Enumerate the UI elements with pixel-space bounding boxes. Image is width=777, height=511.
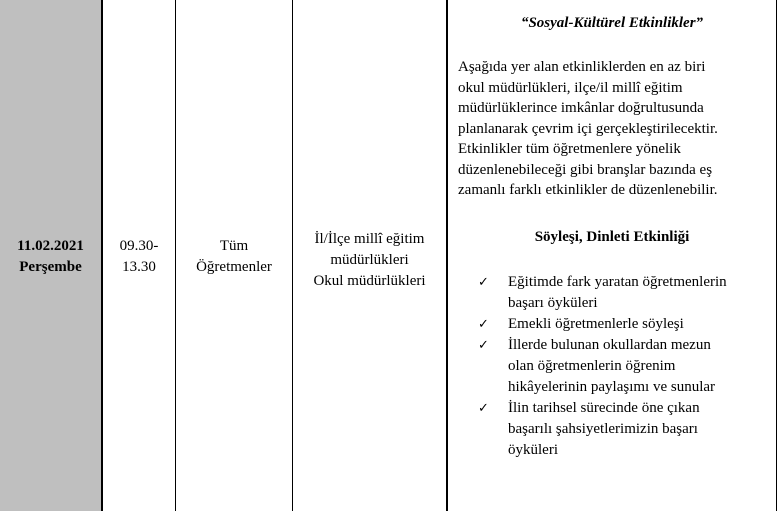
intro-line: planlanarak çevrim içi gerçekleştirilecektir. — [458, 120, 718, 137]
time-end: 13.30 — [122, 259, 156, 275]
time-cell — [103, 0, 176, 511]
check-icon: ✓ — [478, 338, 489, 353]
check-icon: ✓ — [478, 401, 489, 416]
section-title: “Sosyal-Kültürel Etkinlikler” — [520, 15, 704, 31]
day-value: Perşembe — [19, 259, 82, 275]
list-item-line: İlin tarihsel sürecinde öne çıkan — [508, 400, 700, 416]
intro-line: Aşağıda yer alan etkinliklerden en az biri — [458, 59, 706, 75]
list-item-line: başarı öyküleri — [508, 295, 598, 311]
list-item-line: Eğitimde fark yaratan öğretmenlerin — [508, 274, 727, 290]
intro-line: okul müdürlükleri, ilçe/il millî eğitim — [458, 79, 683, 96]
date-value: 11.02.2021 — [17, 238, 84, 254]
target-audience-cell — [176, 0, 293, 511]
list-item — [478, 314, 770, 335]
target-line-1: Tüm — [219, 238, 249, 254]
list-item-line: Emekli öğretmenlerle söyleşi — [508, 316, 684, 332]
target-line-2: Öğretmenler — [196, 259, 272, 275]
time-text — [103, 236, 175, 278]
intro-line: düzenlenebileceği gibi branşlar bazında eş — [458, 161, 713, 178]
list-item — [478, 272, 770, 314]
responsible-line-3: Okul müdürlükleri — [313, 273, 426, 289]
intro-paragraph — [458, 57, 768, 201]
list-item-line: başarılı şahsiyetlerimizin başarı — [508, 421, 698, 437]
date-text — [0, 236, 101, 278]
list-item-line: öyküleri — [508, 442, 558, 458]
content-cell — [448, 0, 777, 511]
activity-subtitle: Söyleşi, Dinleti Etkinliği — [534, 229, 690, 245]
intro-line: müdürlüklerince imkânlar doğrultusunda — [458, 100, 704, 116]
list-item — [478, 398, 770, 461]
check-icon: ✓ — [478, 317, 489, 332]
responsible-cell — [293, 0, 448, 511]
list-item-line: İllerde bulunan okullardan mezun — [508, 337, 711, 353]
time-start: 09.30- — [119, 238, 159, 254]
intro-line: Etkinlikler tüm öğretmenlere yönelik — [458, 141, 681, 157]
list-item-line: olan öğretmenlerin öğrenim — [508, 358, 676, 374]
date-cell — [0, 0, 103, 511]
list-item — [478, 335, 770, 398]
responsible-text — [293, 229, 446, 292]
activity-list — [478, 272, 770, 461]
check-icon: ✓ — [478, 275, 489, 290]
intro-line: zamanlı farklı etkinlikler de düzenlenebilir. — [458, 182, 718, 198]
list-item-line: hikâyelerinin paylaşımı ve sunular — [508, 379, 716, 395]
responsible-line-2: müdürlükleri — [330, 252, 409, 268]
target-audience-text — [176, 236, 292, 278]
responsible-line-1: İl/İlçe millî eğitim — [314, 231, 425, 247]
